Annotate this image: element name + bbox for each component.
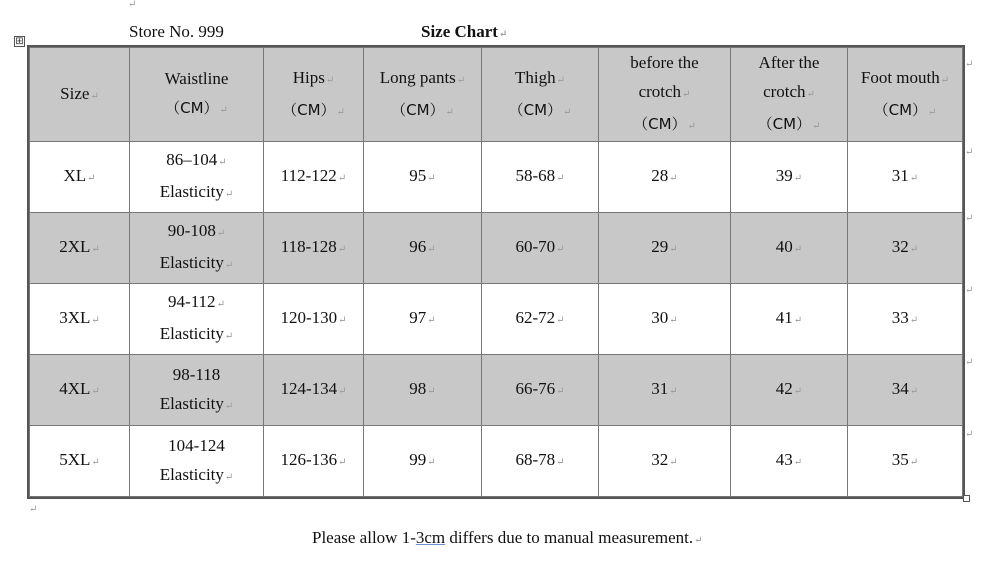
cell-long-pants: 98↵ (364, 355, 482, 426)
paragraph-mark-icon: ↵ (793, 315, 803, 326)
paragraph-mark-icon: ↵ (940, 74, 950, 86)
paragraph-mark-icon: ↵ (224, 400, 234, 412)
cell-after-crotch: 39↵ (731, 142, 848, 213)
header-before-crotch: before the crotch↵ （CM）↵ (599, 48, 731, 142)
paragraph-mark-icon: ↵ (224, 189, 234, 200)
size-table (29, 47, 963, 497)
cell-thigh: 66-76↵ (482, 355, 599, 426)
paragraph-mark-icon: ↵ (965, 59, 974, 70)
paragraph-mark-icon: ↵ (338, 457, 347, 468)
paragraph-mark-icon: ↵ (909, 173, 919, 184)
header-thigh: Thigh↵ （CM）↵ (482, 48, 599, 142)
cell-long-pants: 96↵ (364, 213, 482, 284)
table-move-handle-icon[interactable]: ⊞ (15, 36, 24, 47)
paragraph-mark-icon: ↵ (216, 228, 226, 239)
cell-before-crotch: 32↵ (599, 426, 731, 497)
paragraph-mark-icon: ↵ (556, 173, 565, 184)
paragraph-mark-icon: ↵ (338, 315, 347, 326)
cell-after-crotch: 43↵ (731, 426, 848, 497)
cell-size: 4XL↵ (30, 355, 130, 426)
cell-hips: 120-130↵ (264, 284, 364, 355)
paragraph-mark-icon: ↵ (687, 121, 696, 132)
store-label: Store No. 999 (129, 22, 224, 41)
header-hips: Hips↵ （CM）↵ (264, 48, 364, 142)
cell-long-pants: 97↵ (364, 284, 482, 355)
paragraph-mark-icon: ↵ (793, 457, 803, 468)
cell-foot-mouth: 31↵ (848, 142, 963, 213)
paragraph-mark-icon: ↵ (669, 386, 678, 397)
paragraph-mark-icon: ↵ (216, 299, 225, 310)
paragraph-mark-icon: ↵ (427, 173, 436, 184)
cell-foot-mouth: 32↵ (848, 213, 963, 284)
paragraph-mark-icon: ↵ (556, 74, 565, 86)
paragraph-mark-icon: ↵ (91, 457, 100, 468)
cell-after-crotch: 41↵ (731, 284, 848, 355)
paragraph-mark-icon: ↵ (325, 74, 335, 86)
paragraph-mark-icon: ↵ (29, 504, 38, 515)
cell-before-crotch: 29↵ (599, 213, 731, 284)
header-after-crotch: After the crotch↵ （CM）↵ (731, 48, 848, 142)
cell-waistline: 86–104↵ Elasticity↵ (130, 142, 264, 213)
cell-hips: 112-122↵ (264, 142, 364, 213)
paragraph-mark-icon: ↵ (456, 74, 466, 86)
paragraph-mark-icon: ↵ (669, 457, 678, 468)
paragraph-mark-icon: ↵ (336, 106, 345, 118)
paragraph-mark-icon: ↵ (793, 173, 803, 184)
cell-after-crotch: 42↵ (731, 355, 848, 426)
paragraph-mark-icon: ↵ (91, 386, 100, 397)
paragraph-mark-icon: ↵ (427, 386, 436, 397)
paragraph-mark-icon: ↵ (498, 29, 508, 40)
cell-size: XL↵ (30, 142, 130, 213)
paragraph-mark-icon: ↵ (669, 244, 678, 255)
paragraph-mark-icon: ↵ (563, 106, 572, 118)
header-foot-mouth: Foot mouth↵ （CM）↵ (848, 48, 963, 142)
paragraph-mark-icon: ↵ (928, 106, 937, 118)
cell-before-crotch: 28↵ (599, 142, 731, 213)
paragraph-mark-icon: ↵ (909, 244, 919, 255)
paragraph-mark-icon: ↵ (812, 121, 821, 132)
paragraph-mark-icon: ↵ (965, 285, 974, 296)
cell-waistline: 90-108↵ Elasticity↵ (130, 213, 264, 284)
page-title: Size Chart↵ (421, 22, 508, 41)
header-size: Size↵ (30, 48, 130, 142)
paragraph-mark-icon: ↵ (128, 0, 137, 10)
table-row (30, 355, 963, 426)
cell-thigh: 62-72↵ (482, 284, 599, 355)
cell-size: 2XL↵ (30, 213, 130, 284)
cell-hips: 126-136↵ (264, 426, 364, 497)
cell-thigh: 60-70↵ (482, 213, 599, 284)
paragraph-mark-icon: ↵ (445, 106, 454, 118)
paragraph-mark-icon: ↵ (224, 331, 234, 342)
measurement-note: Please allow 1-3cm differs due to manual measurement.↵ (312, 528, 703, 547)
paragraph-mark-icon: ↵ (224, 471, 234, 483)
paragraph-mark-icon: ↵ (90, 90, 99, 102)
cell-waistline: 94-112↵ Elasticity↵ (130, 284, 264, 355)
paragraph-mark-icon: ↵ (694, 535, 703, 546)
paragraph-mark-icon: ↵ (806, 89, 815, 100)
cell-thigh: 68-78↵ (482, 426, 599, 497)
paragraph-mark-icon: ↵ (91, 244, 100, 255)
cell-size: 5XL↵ (30, 426, 130, 497)
paragraph-mark-icon: ↵ (965, 213, 974, 224)
paragraph-mark-icon: ↵ (338, 386, 347, 397)
paragraph-mark-icon: ↵ (337, 244, 347, 255)
paragraph-mark-icon: ↵ (219, 105, 228, 116)
paragraph-mark-icon: ↵ (91, 315, 100, 326)
cell-hips: 118-128↵ (264, 213, 364, 284)
paragraph-mark-icon: ↵ (427, 315, 436, 326)
cell-waistline: 98-118 Elasticity↵ (130, 355, 264, 426)
cell-foot-mouth: 33↵ (848, 284, 963, 355)
paragraph-mark-icon: ↵ (965, 147, 974, 158)
cell-long-pants: 99↵ (364, 426, 482, 497)
cell-thigh: 58-68↵ (482, 142, 599, 213)
paragraph-mark-icon: ↵ (556, 315, 565, 326)
paragraph-mark-icon: ↵ (556, 244, 565, 255)
table-header-row (30, 48, 963, 142)
paragraph-mark-icon: ↵ (556, 386, 565, 397)
paragraph-mark-icon: ↵ (224, 260, 234, 271)
cell-size: 3XL↵ (30, 284, 130, 355)
cell-before-crotch: 31↵ (599, 355, 731, 426)
paragraph-mark-icon: ↵ (909, 315, 919, 326)
table-resize-handle[interactable] (963, 495, 970, 502)
paragraph-mark-icon: ↵ (965, 357, 974, 368)
paragraph-mark-icon: ↵ (337, 173, 347, 184)
paragraph-mark-icon: ↵ (427, 244, 436, 255)
paragraph-mark-icon: ↵ (556, 457, 565, 468)
header-long-pants: Long pants↵ （CM）↵ (364, 48, 482, 142)
cell-foot-mouth: 34↵ (848, 355, 963, 426)
size-table-frame (27, 45, 965, 499)
paragraph-mark-icon: ↵ (909, 386, 919, 397)
table-row (30, 284, 963, 355)
cell-waistline: 104-124 Elasticity↵ (130, 426, 264, 497)
paragraph-mark-icon: ↵ (793, 386, 803, 397)
paragraph-mark-icon: ↵ (427, 457, 436, 468)
header-waistline: Waistline （CM）↵ (130, 48, 264, 142)
paragraph-mark-icon: ↵ (682, 89, 691, 100)
cell-hips: 124-134↵ (264, 355, 364, 426)
paragraph-mark-icon: ↵ (965, 429, 974, 440)
cell-before-crotch: 30↵ (599, 284, 731, 355)
paragraph-mark-icon: ↵ (909, 457, 919, 468)
paragraph-mark-icon: ↵ (218, 157, 227, 168)
cell-after-crotch: 40↵ (731, 213, 848, 284)
table-row (30, 213, 963, 284)
cell-foot-mouth: 35↵ (848, 426, 963, 497)
paragraph-mark-icon: ↵ (669, 173, 678, 184)
paragraph-mark-icon: ↵ (669, 315, 678, 326)
paragraph-mark-icon: ↵ (87, 173, 96, 184)
table-row (30, 426, 963, 497)
paragraph-mark-icon: ↵ (793, 244, 803, 255)
table-row (30, 142, 963, 213)
cell-long-pants: 95↵ (364, 142, 482, 213)
